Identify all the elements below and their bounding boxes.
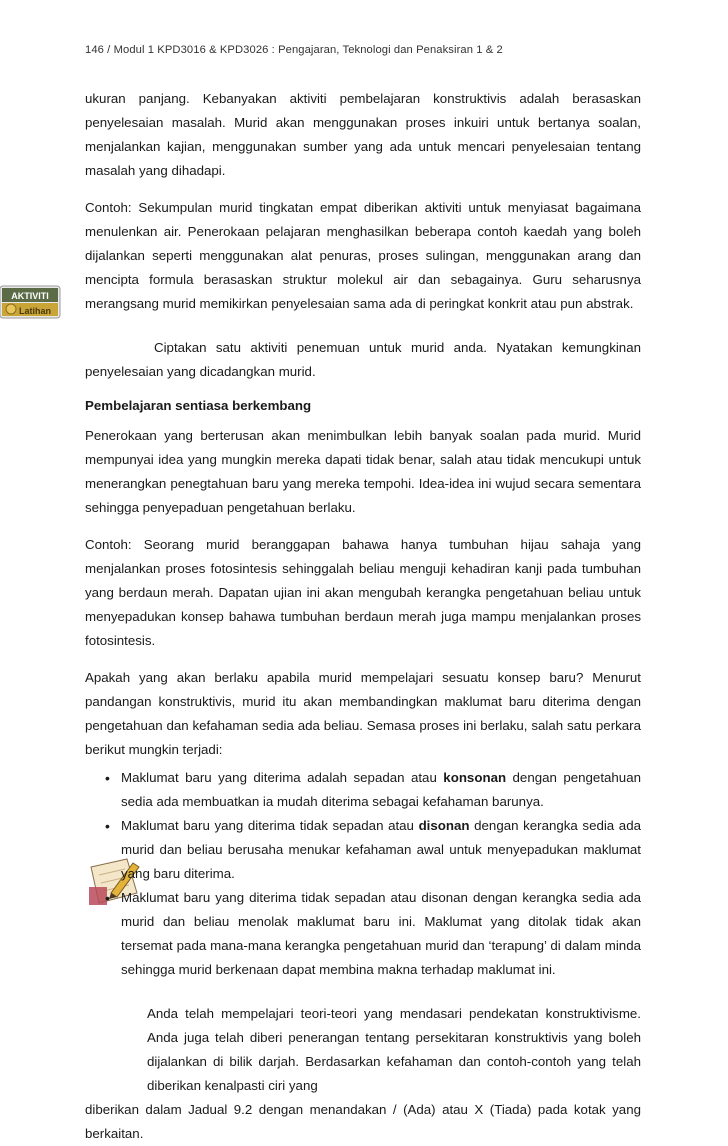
section-heading: Pembelajaran sentiasa berkembang <box>85 398 312 413</box>
paragraph: Apakah yang akan berlaku apabila murid mempelajari sesuatu konsep baru? Menurut pandangan konstruktivis, murid itu akan membandingkan maklumat baru diterima dengan pengetahuan dan kefahaman sedia ada beliau. Semasa proses ini berlaku, salah satu perkara berikut mungkin terjadi: <box>85 670 641 757</box>
paragraph: Anda telah mempelajari teori-teori yang mendasari pendekatan konstruktivisme. Anda juga telah diberi penerangan tentang persekitaran konstruktivis yang boleh dijalankan di bilik darjah. Berdasarkan kefahaman dan contoh-contoh yang telah diberikan kenalpasti ciri yang <box>147 1006 641 1093</box>
paragraph: Contoh: Seorang murid beranggapan bahawa hanya tumbuhan hijau sahaja yang menjalankan proses fotosintesis sehinggalah beliau menguji kehadiran kanji pada tumbuhan yang berdaun merah. Dapatan ujian ini akan mengubah kerangka pengetahuan beliau untuk menyepadukan konsep bahawa tumbuhan berdaun merah juga mampu menjalankan proses fotosintesis. <box>85 537 641 648</box>
paragraph: Contoh: Sekumpulan murid tingkatan empat diberikan aktiviti untuk menyiasat bagaimana menulenkan air. Penerokaan pelajaran menghasilkan beberapa contoh kaedah yang boleh dijalankan seperti menggunakan alat penuras, proses sulingan, menggunakan arang dan mencipta formula berasaskan struktur molekul air dan sebagainya. Guru seharusnya merangsang murid memikirkan penyelesaian sama ada di peringkat konkrit atau pun abstrak. <box>85 200 641 311</box>
paragraph: ukuran panjang. Kebanyakan aktiviti pembelajaran konstruktivis adalah berasaskan penyelesaian masalah. Murid akan menggunakan proses inkuiri untuk bertanya soalan, menjalankan kajian, menggunakan sumber yang ada untuk mencari penyelesaian tentang masalah yang dihadapi. <box>85 91 641 178</box>
list-item: • Maklumat baru yang diterima tidak sepadan atau disonan dengan kerangka sedia ada murid dan beliau menolak maklumat baru ini. Maklumat yang ditolak tidak akan tersemat pada mana-mana kerangka pengetahuan murid dan ‘terapung’ di dalam minda sehingga murid berkenaan dapat membina makna terhadap maklumat ini. <box>121 886 641 982</box>
activity-latihan-icon <box>0 285 61 319</box>
activity-icon-top-text: AKTIVITI <box>11 291 49 301</box>
page-header: 146 / Modul 1 KPD3016 & KPD3026 : Pengajaran, Teknologi dan Penaksiran 1 & 2 <box>85 44 503 56</box>
paragraph: diberikan dalam Jadual 9.2 dengan menandakan / (Ada) atau X (Tiada) pada kotak yang berkaitan. <box>85 1102 641 1141</box>
activity-icon-bottom-text: Latihan <box>18 306 52 316</box>
list-item: • Maklumat baru yang diterima tidak sepadan atau disonan dengan kerangka sedia ada murid dan beliau berusaha menukar kefahaman awal untuk menyepadukan maklumat yang baru diterima. <box>121 814 641 886</box>
bullet-list <box>85 766 641 982</box>
paragraph: Penerokaan yang berterusan akan menimbulkan lebih banyak soalan pada murid. Murid mempunyai idea yang mungkin mereka dapati tidak benar, salah atau tidak mencukupi untuk menerangkan penegtahuan baru yang mereka tempohi. Idea-idea ini wujud secara sementara sehingga penyepaduan pengetahuan berlaku. <box>85 428 641 515</box>
activity-text: Ciptakan satu aktiviti penemuan untuk murid anda. Nyatakan kemungkinan penyelesaian yang dicadangkan murid. <box>85 340 641 379</box>
list-item: • Maklumat baru yang diterima adalah sepadan atau konsonan dengan pengetahuan sedia ada membuatkan ia mudah diterima sebagai kefahaman barunya. <box>121 766 641 814</box>
page-content <box>85 87 641 1146</box>
